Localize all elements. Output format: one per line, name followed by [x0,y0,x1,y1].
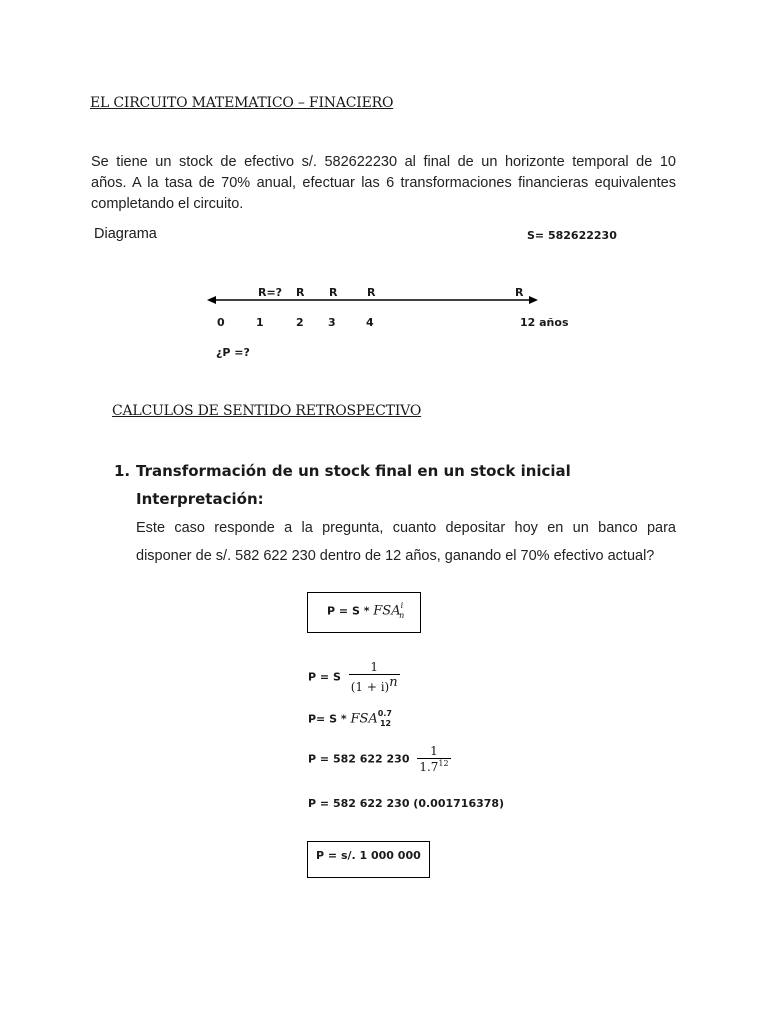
item-subheading: Interpretación: [136,490,264,508]
timeline-period: 12 años [520,316,569,329]
intro-paragraph [91,152,676,215]
section-title: CALCULOS DE SENTIDO RETROSPECTIVO [112,403,422,419]
timeline-r-label: R [296,286,305,299]
item-line-1: Este caso responde a la pregunta, cuanto depositar hoy en un banco para [136,520,676,536]
intro-line-1: Se tiene un stock de efectivo s/. 582622230 al final de un horizonte temporal de 10 [91,154,676,170]
intro-line-3: completando el circuito. [91,196,244,212]
formula-fraction: P = S $\frac{1}{(1 + i)^n}$ [308,660,398,694]
formula-fsa-values: $P= S * FSA^{0.7}_{12}$ [308,709,392,728]
diagram-label: Diagrama [94,226,157,242]
timeline-period: 2 [296,316,304,329]
formula-factor: P = 582 622 230 (0.001716378) [308,797,505,810]
formula-fsa: $P = S * FSA^i_n$ [327,601,405,620]
document-title: EL CIRCUITO MATEMATICO – FINACIERO [90,95,394,111]
timeline-r-label: R [367,286,376,299]
timeline-r-label: R=? [258,286,283,299]
result-value: P = s/. 1 000 000 [316,849,421,862]
final-stock-label: S= 582622230 [527,229,617,242]
timeline-period: 3 [328,316,336,329]
item-paragraph [136,514,676,570]
item-number: 1. [114,462,131,480]
present-value-question: ¿P =? [216,346,250,359]
timeline-r-label: R [329,286,338,299]
timeline-period: 1 [256,316,264,329]
item-line-2: disponer de s/. 582 622 230 dentro de 12 años, ganando el 70% efectivo actual? [136,548,655,564]
timeline-period: 0 [217,316,225,329]
timeline-r-label: R [515,286,524,299]
intro-line-2: años. A la tasa de 70% anual, efectuar las 6 transformaciones financieras equivalentes [91,175,676,191]
timeline-period: 4 [366,316,374,329]
formula-substituted: P = 582 622 230 $\frac{1}{1.7^{12}}$ [308,744,449,774]
item-heading: Transformación de un stock final en un stock inicial [136,462,571,480]
